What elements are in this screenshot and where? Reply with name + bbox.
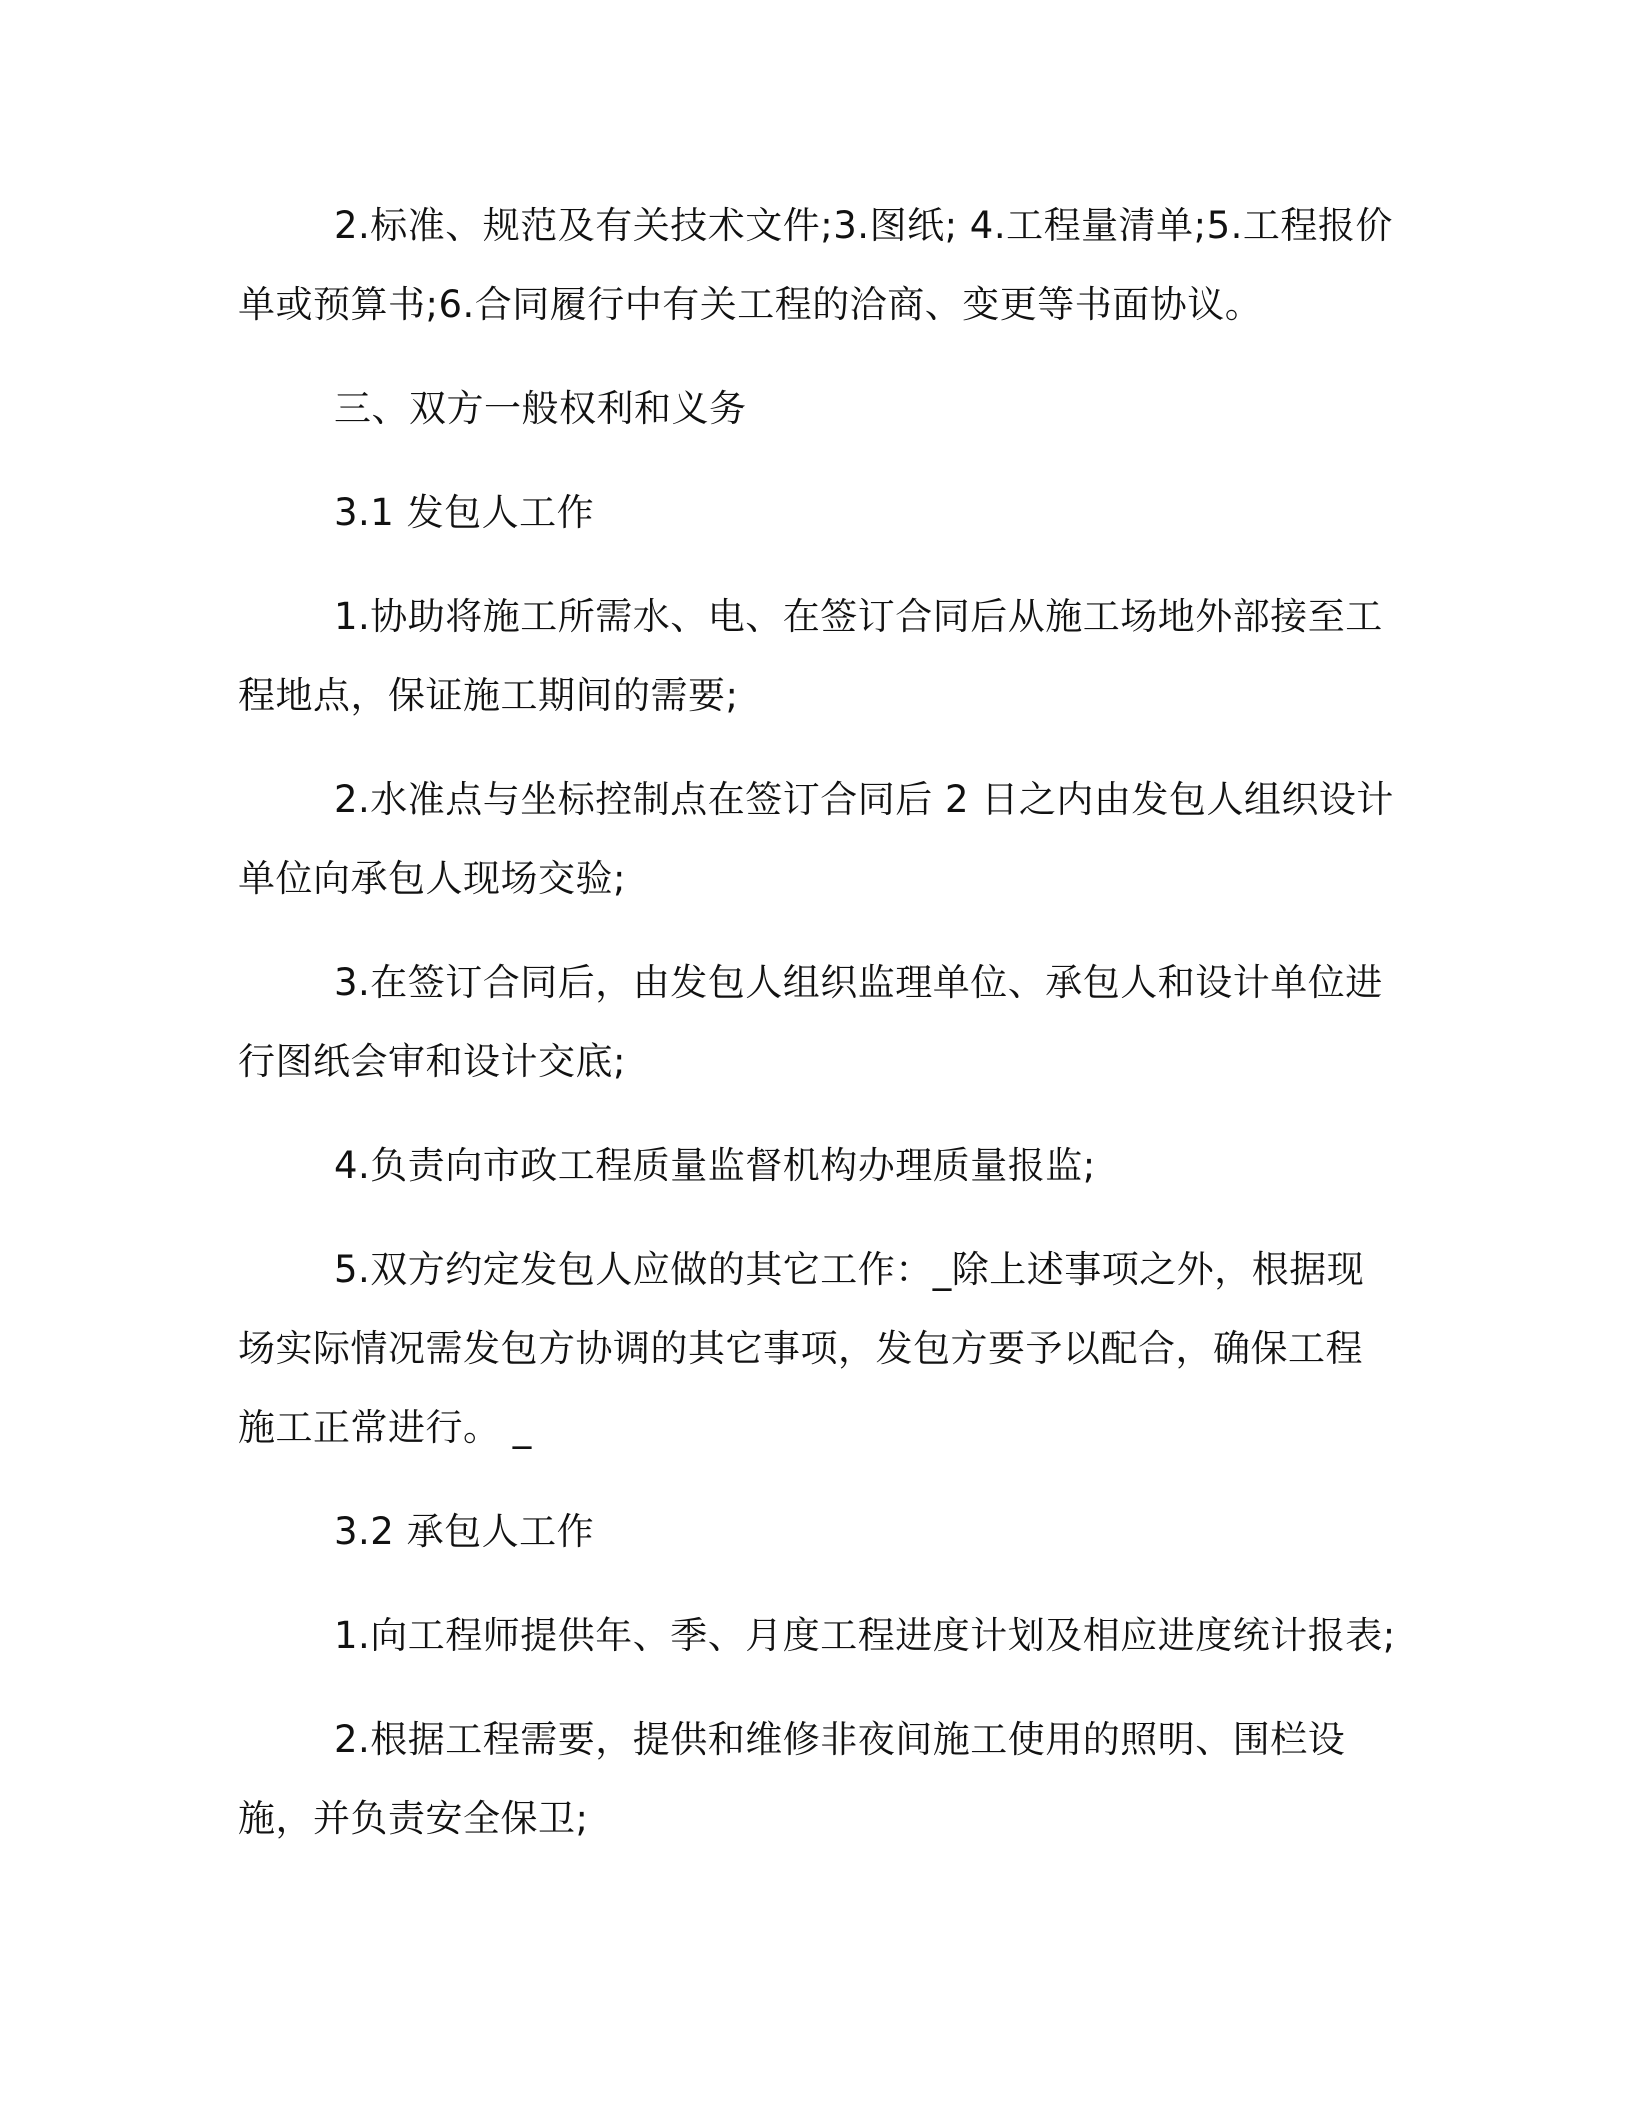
paragraph-employer-item-2: 2.水准点与坐标控制点在签订合同后 2 日之内由发包人组织设计单位向承包人现场交验;	[238, 778, 1394, 900]
section-heading-rights-obligations: 三、双方一般权利和义务	[334, 387, 747, 430]
paragraph-contractor-item-2: 2.根据工程需要，提供和维修非夜间施工使用的照明、围栏设施，并负责安全保卫;	[238, 1718, 1346, 1840]
paragraph-employer-item-4: 4.负责向市政工程质量监督机构办理质量报监;	[334, 1144, 1096, 1187]
document-body	[238, 186, 1398, 1858]
subsection-heading-contractor-work: 3.2 承包人工作	[334, 1510, 595, 1553]
paragraph-employer-item-5: 5.双方约定发包人应做的其它工作：_除上述事项之外，根据现场实际情况需发包方协调的其它事项，发包方要予以配合，确保工程施工正常进行。 _	[238, 1248, 1365, 1449]
subsection-heading-employer-work: 3.1 发包人工作	[334, 491, 595, 534]
paragraph-employer-item-1: 1.协助将施工所需水、电、在签订合同后从施工场地外部接至工程地点，保证施工期间的需要;	[238, 595, 1383, 717]
paragraph-employer-item-3: 3.在签订合同后，由发包人组织监理单位、承包人和设计单位进行图纸会审和设计交底;	[238, 961, 1383, 1083]
paragraph-contractor-item-1: 1.向工程师提供年、季、月度工程进度计划及相应进度统计报表;	[334, 1614, 1396, 1657]
paragraph-contract-documents: 2.标准、规范及有关技术文件;3.图纸; 4.工程量清单;5.工程报价单或预算书;6.合同履行中有关工程的洽商、变更等书面协议。	[238, 204, 1393, 326]
